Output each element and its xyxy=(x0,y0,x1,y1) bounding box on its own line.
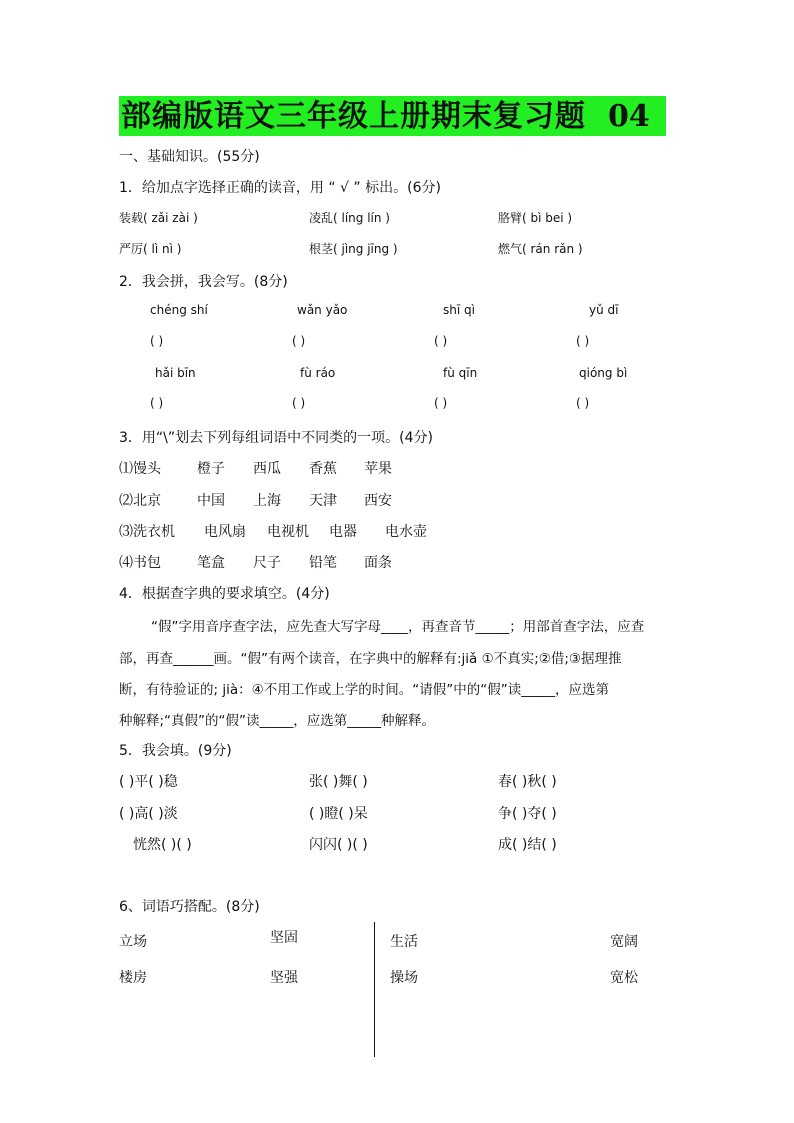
q4-text-line: 部，再查______画。“假”有两个读音，在字典中的解释有:jiǎ ①不真实;②借;③据理推 xyxy=(119,651,622,667)
q5-item: 争( )夺( ) xyxy=(498,806,557,822)
q5-item: 闪闪( )( ) xyxy=(309,837,368,853)
q3-word: 电水壶 xyxy=(385,524,427,540)
q6-word: 立场 xyxy=(119,934,147,950)
question-3-prompt: 3．用“\”划去下列每组词语中不同类的一项。(4分) xyxy=(119,430,433,446)
section-heading: 一、基础知识。(55分) xyxy=(119,149,260,165)
q2-pinyin: fù ráo xyxy=(300,366,336,380)
q6-word: 楼房 xyxy=(119,970,147,986)
q1-item: 胳臂( bì bei ) xyxy=(498,211,573,225)
q2-answer-bracket[interactable]: ( ) xyxy=(576,396,590,410)
q3-word: 面条 xyxy=(364,555,392,571)
q6-word: 生活 xyxy=(390,934,418,950)
question-2-prompt: 2．我会拼，我会写。(8分) xyxy=(119,274,288,290)
q3-word: 苹果 xyxy=(364,461,392,477)
page-title-number: 04 xyxy=(608,99,650,134)
q6-word: 宽松 xyxy=(610,970,638,986)
q1-item: 燃气( rán rǎn ) xyxy=(498,242,583,256)
q3-word: 尺子 xyxy=(253,555,281,571)
q1-item: 根茎( jìng jīng ) xyxy=(309,242,398,256)
q1-item: 装载( zǎi zài ) xyxy=(119,211,198,225)
q5-item: 张( )舞( ) xyxy=(309,774,368,790)
q3-word: 中国 xyxy=(197,493,225,509)
question-4-prompt: 4．根据查字典的要求填空。(4分) xyxy=(119,586,330,602)
q3-word: 西瓜 xyxy=(253,461,281,477)
q3-word: 橙子 xyxy=(197,461,225,477)
q2-pinyin: fù qīn xyxy=(443,366,478,380)
q5-item: ( )高( )淡 xyxy=(119,806,178,822)
q4-text-line: 断，有待验证的; jià：④不用工作或上学的时间。“请假”中的“假”读_____，应选第 xyxy=(119,682,609,698)
q2-answer-bracket[interactable]: ( ) xyxy=(150,396,164,410)
q2-pinyin: yǔ dī xyxy=(589,303,619,317)
page-title: 部编版语文三年级上册期末复习题 xyxy=(121,99,586,134)
q2-answer-bracket[interactable]: ( ) xyxy=(576,334,590,348)
q3-word: 上海 xyxy=(253,493,281,509)
q1-item: 严厉( lì nì ) xyxy=(119,242,182,256)
q3-word: 笔盒 xyxy=(197,555,225,571)
q3-word: ⑴馒头 xyxy=(119,461,161,477)
q5-item: ( )瞪( )呆 xyxy=(309,806,368,822)
q3-word: ⑷书包 xyxy=(119,555,161,571)
q6-word: 宽阔 xyxy=(610,934,638,950)
q3-word: 天津 xyxy=(309,493,337,509)
column-divider xyxy=(374,922,375,1057)
q3-word: ⑵北京 xyxy=(119,493,161,509)
q2-answer-bracket[interactable]: ( ) xyxy=(434,334,448,348)
q5-item: 成( )结( ) xyxy=(498,837,557,853)
q2-answer-bracket[interactable]: ( ) xyxy=(292,396,306,410)
q3-word: 电器 xyxy=(329,524,357,540)
q6-word: 坚强 xyxy=(270,970,298,986)
q5-item: 恍然( )( ) xyxy=(133,837,192,853)
q3-word: 铅笔 xyxy=(309,555,337,571)
question-1-prompt: 1．给加点字选择正确的读音，用 “ √ ” 标出。(6分) xyxy=(119,180,441,196)
q2-pinyin: chéng shí xyxy=(150,303,208,317)
q2-answer-bracket[interactable]: ( ) xyxy=(434,396,448,410)
q2-pinyin: shī qì xyxy=(443,303,475,317)
question-5-prompt: 5．我会填。(9分) xyxy=(119,743,232,759)
q2-pinyin: wǎn yǎo xyxy=(297,303,348,317)
q2-pinyin: qióng bì xyxy=(579,366,628,380)
q5-item: ( )平( )稳 xyxy=(119,774,178,790)
q4-text-line: 种解释;“真假”的“假”读_____，应选第_____种解释。 xyxy=(119,713,436,729)
q4-text-line: “假”字用音序查字法，应先查大写字母____，再查音节_____；用部首查字法，应查 xyxy=(151,619,645,635)
q6-word: 操场 xyxy=(390,970,418,986)
q6-word: 坚固 xyxy=(270,930,298,946)
q3-word: 香蕉 xyxy=(309,461,337,477)
q3-word: 西安 xyxy=(364,493,392,509)
question-6-prompt: 6、词语巧搭配。(8分) xyxy=(119,899,260,915)
q2-answer-bracket[interactable]: ( ) xyxy=(292,334,306,348)
q2-pinyin: hǎi bīn xyxy=(155,366,196,380)
q3-word: ⑶洗衣机 xyxy=(119,524,175,540)
q3-word: 电风扇 xyxy=(204,524,246,540)
q1-item: 凌乱( líng lín ) xyxy=(309,211,390,225)
q5-item: 春( )秋( ) xyxy=(498,774,557,790)
q2-answer-bracket[interactable]: ( ) xyxy=(150,334,164,348)
q3-word: 电视机 xyxy=(267,524,309,540)
